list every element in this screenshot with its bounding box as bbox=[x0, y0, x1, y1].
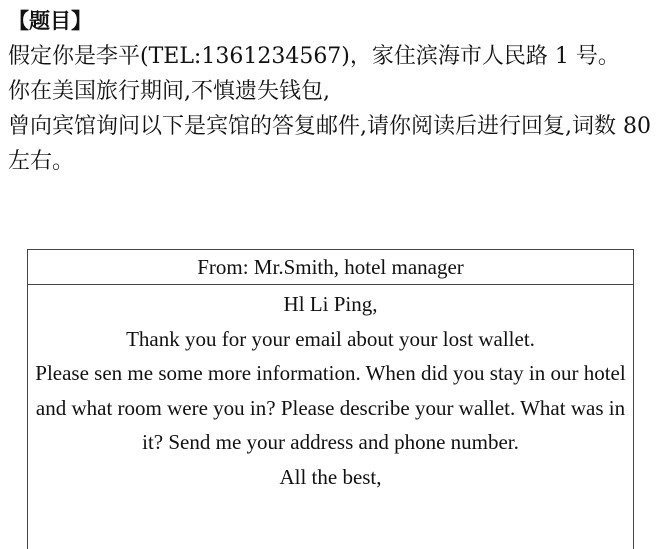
email-thanks: Thank you for your email about your lost wallet. bbox=[126, 326, 535, 351]
prompt-heading: 【题目】 bbox=[8, 9, 92, 33]
email-greeting: Hl Li Ping, bbox=[283, 292, 378, 316]
prompt-line-instruction: 曾向宾馆询问以下是宾馆的答复邮件,请你阅读后进行回复,词数 80 左右。 bbox=[8, 114, 651, 174]
prompt-line-situation: 你在美国旅行期间,不慎遗失钱包, bbox=[8, 79, 330, 104]
hotel-email bbox=[27, 249, 634, 549]
prompt-line-identity: 假定你是李平(TEL:1361234567)，家住滨海市人民路 1 号。 bbox=[8, 44, 620, 69]
email-body bbox=[28, 285, 633, 494]
task-prompt bbox=[8, 4, 658, 179]
email-closing: All the best, bbox=[279, 464, 382, 489]
email-request: Please sen me some more information. When did you stay in our hotel and what room were you in? Please describe your wallet. What was in it? Send me your address and phone number. bbox=[35, 361, 626, 454]
email-from-header: From: Mr.Smith, hotel manager bbox=[28, 250, 633, 285]
